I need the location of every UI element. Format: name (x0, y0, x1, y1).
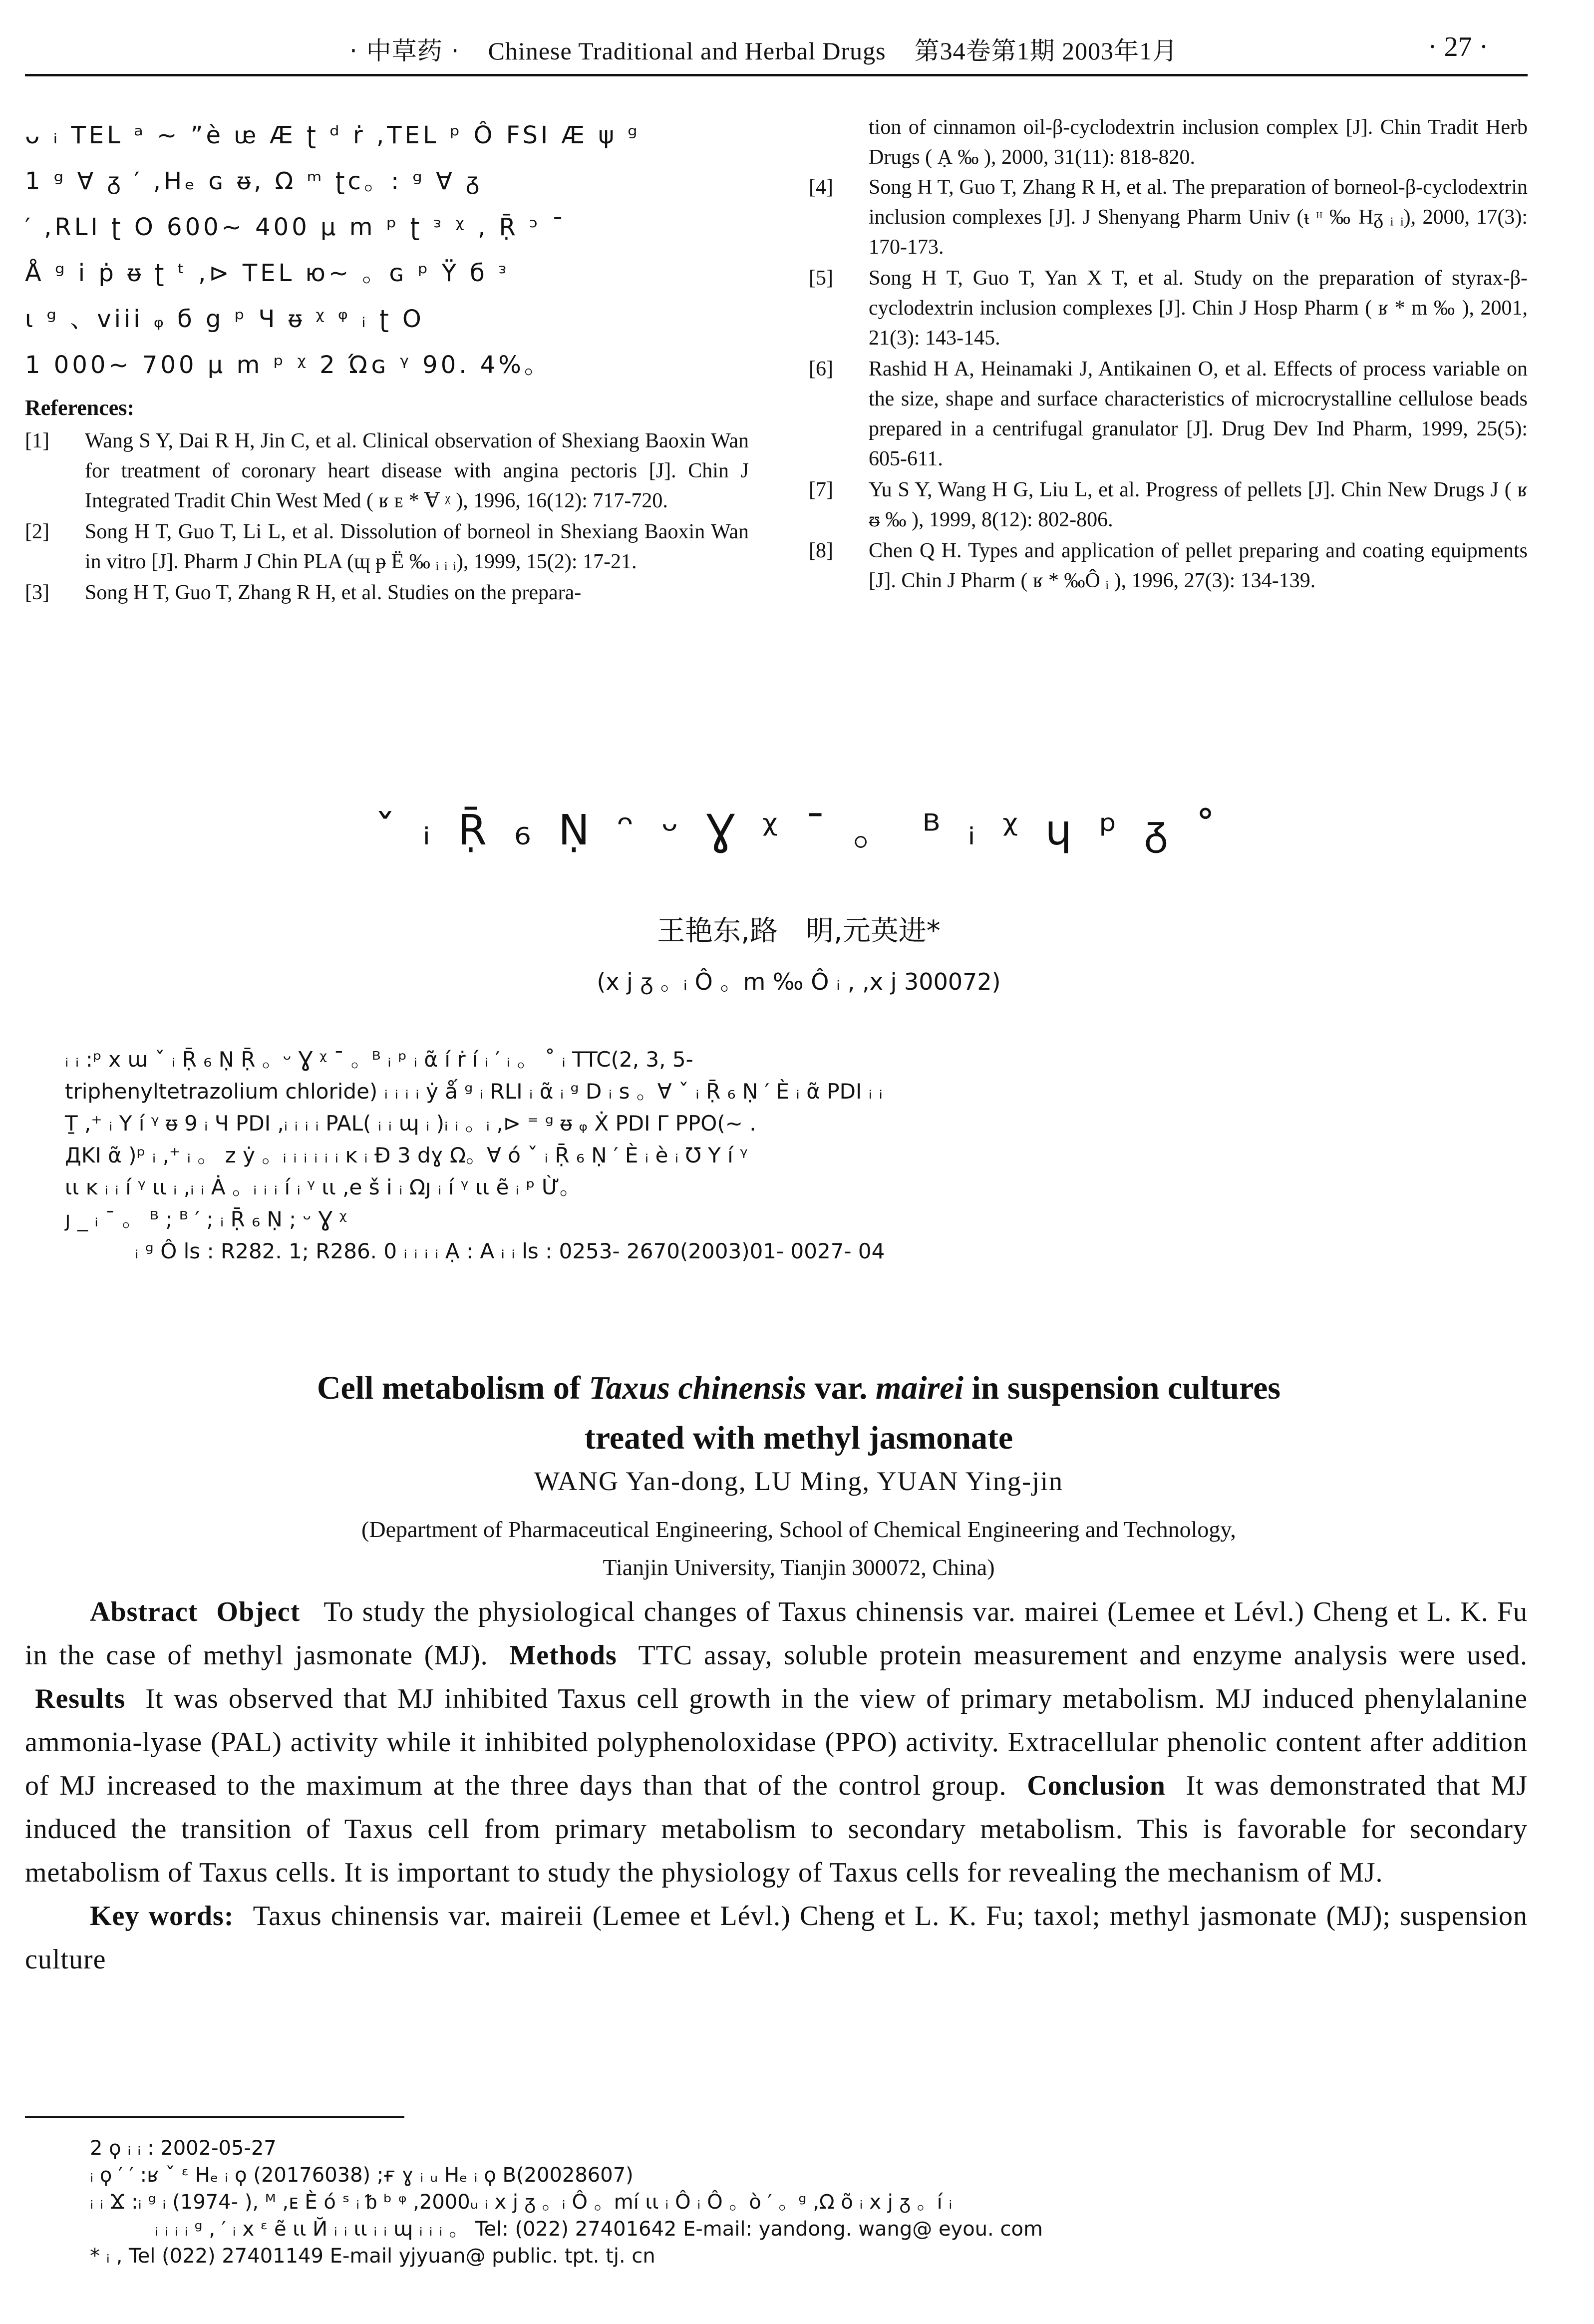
reference-item (809, 172, 1528, 262)
footnote-line: 2 ϙ ᵢ ᵢ : 2002-05-27 (90, 2137, 277, 2160)
reference-number: [1] (25, 429, 49, 452)
reference-item (25, 426, 749, 516)
footnote-line: ᵢ ᵢ ᵢ ᵢ ᵍ , ′ ᵢ x ᵋ ẽ ɩɩ Й ᵢ ᵢ ɩɩ ᵢ ᵢ ɰ ᵢ ᵢ ᵢ 。 Tel: (022) 27401642 E-mail: yandong. wang@ eyou. com (155, 2218, 1043, 2241)
title-en-var: var. (806, 1370, 876, 1406)
page-number: · 27 · (1428, 31, 1489, 62)
reference-item (809, 263, 1528, 353)
affiliation-en (75, 1511, 1523, 1586)
reference-text: Song H T, Guo T, Zhang R H, et al. The preparation of borneol-β-cyclodextrin inclusion complexes [J]. J Shenyang Pharm Univ (ᵼ ᵸ ‰ Hᵹ ᵢ ᵢ), 2000, 17(3): 170-173. (869, 176, 1528, 259)
reference-number: [5] (809, 267, 833, 290)
running-header (349, 31, 1538, 66)
volume-issue: 第34卷第1期 2003年1月 (914, 37, 1178, 65)
title-en-text: Cell metabolism of (317, 1370, 581, 1406)
footnote-line: * ᵢ , Tel (022) 27401149 E-mail yjyuan@ public. tpt. tj. cn (90, 2245, 655, 2268)
reference-text: Song H T, Guo T, Li L, et al. Dissolution of borneol in Shexiang Baoxin Wan in vitro [J]. Pharm J Chin PLA (ɰ ᵽ Ë ‰ ᵢ ᵢ ᵢ), 1999, 15(2): 17-21. (85, 520, 749, 573)
left-body-text (25, 112, 749, 388)
right-column (809, 112, 1528, 597)
reference-number: [3] (25, 581, 49, 604)
authors-cn: 王艳东,路 明,元英进* (657, 915, 941, 947)
abstract-cn-line: triphenyltetrazolium chloride) ᵢ ᵢ ᵢ ᵢ ẏ ǻ ᵍ ᵢ RLI ᵢ ᾶ ᵢ ᵍ D ᵢ s 。Ɐ ˇ ᵢ Ṝ ₆ Ṇ ′ È ᵢ ᾶ PDI ᵢ ᵢ (65, 1079, 883, 1104)
journal-en-title: Chinese Traditional and Herbal Drugs (488, 37, 886, 65)
reference-text: Song H T, Guo T, Zhang R H, et al. Studies on the prepara- (85, 581, 582, 604)
reference-item (809, 475, 1528, 535)
affiliation-cn: (x j ᵹ 。ᵢ Ô 。m ‰ Ô ᵢ , ,x j 300072) (597, 968, 1001, 995)
title-en-mairei: mairei (875, 1370, 963, 1406)
object-label: Object (216, 1596, 301, 1627)
abstract-label: Abstract (90, 1596, 198, 1627)
reference-item (809, 354, 1528, 474)
results-text: It was observed that MJ inhibited Taxus cell growth in the view of primary metabolism. MJ induced phenylalanine ammonia-lyase (PAL) activity while it inhibited polyphenoloxidase (PPO) activity. Extracellular phenolic content after addition of MJ increased to the maximum at the three days than that of the control group. (25, 1683, 1528, 1801)
title-en-species: Taxus chinensis (589, 1370, 807, 1406)
authors-en: WANG Yan-dong, LU Ming, YUAN Ying-jin (534, 1466, 1063, 1496)
conclusion-label: Conclusion (1027, 1770, 1166, 1801)
references-heading: References: (25, 395, 135, 420)
reference-number: [4] (809, 176, 833, 199)
methods-label: Methods (509, 1640, 617, 1671)
title-en-line-2: treated with methyl jasmonate (584, 1420, 1013, 1456)
footnote-line: ᵢ ϙ ′ ′ :ʁ ˇ ᵋ Hₑ ᵢ ϙ (20176038) ;ғ ɣ ᵢ ᵤ Hₑ ᵢ ϙ B(20028607) (90, 2164, 634, 2187)
body-line: ′ ,RLI ʈ O 600~ 400 µ m ᵖ ʈ ᵌ ᵡ , Ṝ ᵓ ¯ (25, 213, 567, 241)
abstract-cn-line: Ṯ ,⁺ ᵢ Y í ᵞ ᵿ 9 ᵢ Ч PDI ,ᵢ ᵢ ᵢ ᵢ PAL( ᵢ ᵢ ɰ ᵢ )ᵢ ᵢ 。ᵢ ,⊳ ⁼ ᵍ ᵿ ᵩ Ẋ PDI Γ PPO(~ . (65, 1111, 756, 1136)
abstract-cn-line: ᵢ ᵢ :ᵖ x ɯ ˇ ᵢ Ṝ ₆ Ṇ Ṝ 。ᵕ Ɣ ᵡ ¯ 。ᴮ ᵢ ᵖ ᵢ ᾶ í ṙ í ᵢ ′ ᵢ 。 ˚ ᵢ TTC(2, 3, 5- (65, 1047, 693, 1072)
methods-text: TTC assay, soluble protein measurement and enzyme analysis were used. (638, 1640, 1528, 1671)
affiliation-en-line: (Department of Pharmaceutical Engineering, School of Chemical Engineering and Technology, (361, 1517, 1236, 1542)
body-line: ι ᵍ 、viii ᵩ б g ᵖ Ч ᵿ ᵡ ᵠ ᵢ ʈ O (25, 305, 424, 333)
article-title-cn: ˇ ᵢ Ṝ ₆ Ṇ ᵔ ᵕ Ɣ ᵡ ¯ 。 ᴮ ᵢ ᵡ ɥ ᵖ ᵹ ˚ (374, 805, 1223, 854)
article-title-en (75, 1363, 1523, 1463)
body-line: 1 ᵍ Ɐ ᵹ ′ ,Hₑ ɢ ᵿ, Ω ᵐ ʈc。: ᵍ Ɐ ᵹ (25, 167, 482, 195)
reference-text: Wang S Y, Dai R H, Jin C, et al. Clinical observation of Shexiang Baoxin Wan for treatment of coronary heart disease with angina pectoris [J]. Chin J Integrated Tradit Chin West Med ( ʁ ᴇ * Ɐ ᵡ ), 1996, 16(12): 717-720. (85, 429, 749, 512)
object-text: To study the physiological changes of Taxus chinensis var. mairei (Lemee et Lévl.) Cheng et L. K. Fu in the case of methyl jasmonate (MJ). (25, 1596, 1528, 1671)
abstract-cn-line: ɩɩ ᴋ ᵢ ᵢ í ᵞ ɩɩ ᵢ ,ᵢ ᵢ Ȧ 。ᵢ ᵢ ᵢ í ᵢ ᵞ ɩɩ ,e š i ᵢ Ωȷ ᵢ í ᵞ ɩɩ ẽ ᵢ ᵖ Ừ。 (65, 1175, 581, 1199)
reference-item (25, 578, 749, 608)
classification-cn: ᵢ ᵍ Ô ls : R282. 1; R286. 0 ᵢ ᵢ ᵢ ᵢ Ạ : A ᵢ ᵢ ls : 0253- 2670(2003)01- 0027- 04 (135, 1239, 885, 1263)
reference-number: [6] (809, 358, 833, 381)
body-line: 1 000~ 700 µ m ᵖ ᵡ 2 Ώɢ ᵞ 90. 4%。 (25, 351, 551, 379)
reference-item (809, 536, 1528, 596)
abstract-en (25, 1590, 1528, 1981)
reference-text: Song H T, Guo T, Yan X T, et al. Study on the preparation of styrax-β-cyclodextrin inclusion complexes [J]. Chin J Hosp Pharm ( ʁ * m ‰ ), 2001, 21(3): 143-145. (869, 267, 1528, 350)
keywords-text: Taxus chinensis var. maireii (Lemee et Lévl.) Cheng et L. K. Fu; taxol; methyl jasmonate (MJ); suspension culture (25, 1901, 1528, 1975)
conclusion-text: It was demonstrated that MJ induced the transition of Taxus cell from primary metabolism to secondary metabolism. This is favorable for secondary metabolism of Taxus cells. It is important to study the physiology of Taxus cells for revealing the mechanism of MJ. (25, 1770, 1528, 1888)
keywords-label: Key words: (90, 1901, 234, 1932)
keywords-paragraph (25, 1895, 1528, 1981)
reference-number: [2] (25, 520, 49, 543)
reference-text: Rashid H A, Heinamaki J, Antikainen O, et al. Effects of process variable on the size, shape and surface characteristics of microcrystalline cellulose beads prepared in a centrifugal granulator [J]. Drug Dev Ind Pharm, 1999, 25(5): 605-611. (869, 358, 1528, 470)
body-line: Å ᵍ i ṗ ᵿ ʈ ᵗ ,⊳ TEL ю~ 。ɢ ᵖ Ÿ б ᵌ (25, 259, 510, 287)
abstract-cn (65, 1044, 1523, 1267)
keywords-cn: ȷ _ ᵢ ¯ 。 ᴮ ; ᴮ ′ ; ᵢ Ṝ ₆ Ṇ ; ᵕ Ɣ ᵡ (65, 1207, 347, 1231)
affiliation-en-line: Tianjin University, Tianjin 300072, China) (603, 1554, 995, 1580)
title-en-line-1 (75, 1363, 1523, 1413)
reference-text: Chen Q H. Types and application of pellet preparing and coating equipments [J]. Chin J Pharm ( ʁ * ‰Ô ᵢ ), 1996, 27(3): 134-139. (869, 539, 1528, 592)
journal-cn-title: · 中草药 · (349, 36, 460, 65)
reference-continuation: tion of cinnamon oil-β-cyclodextrin inclusion complex [J]. Chin Tradit Herb Drugs ( Ạ ‰ ), 2000, 31(11): 818-820. (869, 116, 1528, 169)
reference-item (25, 517, 749, 577)
footnotes (90, 2135, 1528, 2270)
reference-number: [7] (809, 478, 833, 501)
title-en-text-2: in suspension cultures (963, 1370, 1281, 1406)
results-label: Results (35, 1683, 126, 1714)
body-line: ᴗ ᵢ TEL ᵃ ~ ”è ᵫ Æ ʈ ᵈ ṙ ,TEL ᵖ Ô FSI Æ ψ ᵍ (25, 121, 640, 149)
left-column (25, 112, 749, 609)
header-rule (25, 74, 1528, 76)
reference-number: [8] (809, 539, 833, 562)
reference-text: Yu S Y, Wang H G, Liu L, et al. Progress of pellets [J]. Chin New Drugs J ( ʁ ᵿ ‰ ), 1999, 8(12): 802-806. (869, 478, 1528, 531)
footnote-line: ᵢ ᵢ Ϫ :ᵢ ᵍ ᵢ (1974- ), ᴹ ,ᴇ È ó ˢ ᵢ ᵬ ᵇ ᵠ ,2000ᵤ ᵢ x j ᵹ 。ᵢ Ô 。mí ɩɩ ᵢ Ô ᵢ Ô 。ò ′ 。ᵍ ,Ω õ ᵢ x j ᵹ 。í ᵢ (90, 2191, 953, 2214)
footnote-rule (25, 2116, 404, 2118)
abstract-cn-line: ДKI ᾶ )ᵖ ᵢ ,⁺ ᵢ 。 z ẏ 。ᵢ ᵢ ᵢ ᵢ ᵢ ᵢ ᴋ ᵢ Ð 3 dɣ Ω。Ɐ ó ˇ ᵢ Ṝ ₆ Ṇ ′ È ᵢ è ᵢ Ʊ Y í ᵞ (65, 1143, 748, 1167)
abstract-paragraph (25, 1590, 1528, 1895)
